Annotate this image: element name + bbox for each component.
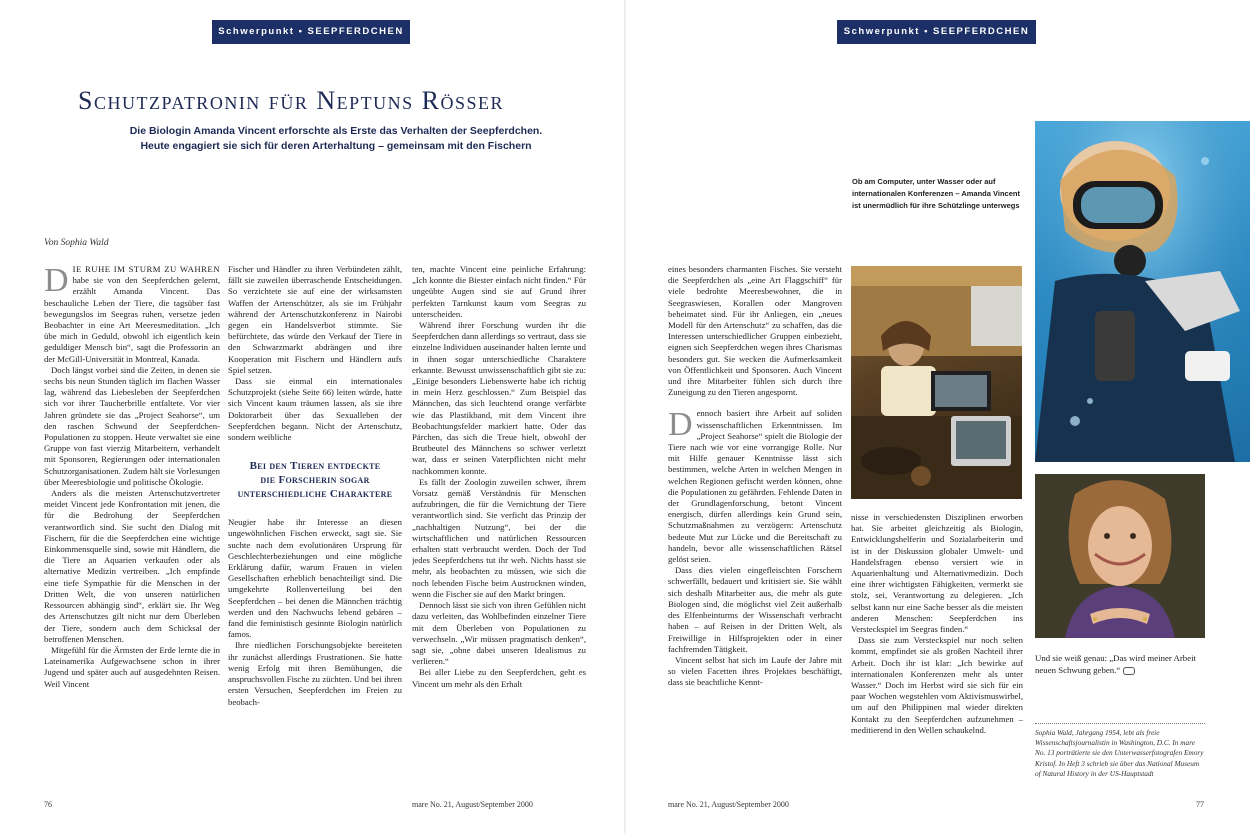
paragraph [44, 264, 220, 365]
pull-quote-line: unterschiedliche Charaktere [237, 488, 393, 501]
paragraph: Mitgefühl für die Ärmsten der Erde lernte die in Lateinamerika Aufgewachsene schon in ihrer Jugend und später auch auf ausgedehnten Reisen. Weil Vincent [44, 644, 220, 689]
drop-cap: D [44, 264, 69, 299]
paragraph: Dass sie einmal ein internationales Schutzprojekt (siehe Seite 66) leiten würde, hatte sich Vincent kaum träumen lassen, als sie ihre Doktorarbeit über das Sexualleben der Seepferdchen begann. Nicht der Artenschutz, sondern weibliche [228, 376, 402, 443]
paragraph [668, 408, 842, 565]
text-column-2 [228, 264, 402, 792]
text-column-3 [412, 264, 586, 792]
paragraph: Bei aller Liebe zu den Seepferdchen, geht es Vincent um mehr als den Erhalt [412, 667, 586, 689]
subline-line-2: Heute engagiert sie sich für deren Arterhaltung – gemeinsam mit den Fischern [140, 140, 532, 152]
text-column-4 [668, 264, 842, 792]
paragraph-text: habe sie von den Seepferdchen gelernt, erzählt Amanda Vincent. Das beschauliche Leben der Tiere, die tagsüber fast bewegungslos im Seegras ruhen, versetze jeden Beobachter in eine Art Meeresmeditation. „Ich übe mich in Geduld, obwohl ich eigentlich kein geduldiger Mensch bin“, sagt die Professorin an der McGill-Universität in Montreal, Kanada. [44, 275, 220, 364]
issue-info-left: mare No. 21, August/September 2000 [412, 800, 533, 809]
section-tag-right: Schwerpunkt • SEEPFERDCHEN [837, 20, 1036, 44]
paragraph: Anders als die meisten Artenschutzvertreter meidet Vincent jede Konfrontation mit jenen, die für die Bedrohung der Seepferdchen verantwortlich sind. Sie sucht den Dialog mit Fischern, für die die Seepferdchen eine wichtige Einkommensquelle sind, sowie mit Händlern, die die Tiere an Aquarien verkaufen oder als alternative Medizin vertreiben. „Ich empfinde eine tiefe Sympathie für die Menschen in der Dritten Welt, die von unseren natürlichen Ressourcen abhängig sind“, erklärt sie. Ihr Weg des Artenschutzes gilt nicht nur dem Überleben der Tiere, sondern auch dem Schicksal der betroffenen Menschen. [44, 488, 220, 644]
page-gutter [624, 0, 626, 833]
paragraph: Während ihrer Forschung wurden ihr die Seepferdchen dann allerdings so vertraut, dass sie einzelne Individuen auseinander halten lernte und in ihnen sogar unterschiedliche Charaktere erkannte. Bewusst unwissenschaftlich gibt sie zu: „Einige besonders Liebenswerte habe ich richtig in mein Herz geschlossen.“ Zum Beispiel das Männchen, das sich leuchtend orange verfärbte wie das Plastikband, mit dem Vincent ihre Beobachtungsfelder markiert hatte. Oder das Pärchen, das sich die Treue hielt, obwohl der Brutbeutel des Männchens so schwer verletzt war, dass er seinen Vaterpflichten nicht mehr nachkommen konnte. [412, 320, 586, 476]
section-tag-left: Schwerpunkt • SEEPFERDCHEN [212, 20, 410, 44]
paragraph: nisse in verschiedensten Disziplinen erworben hat. Sie arbeitet gleichzeitig als Biologin, Entwicklungshelferin und Sozialarbeiterin und ist in der Diskussion globaler Umwelt- und Handelsfragen ebenso versiert wie in Aquarienhaltung und Alternativmedizin. Doch eine ihrer wichtigsten Fähigkeiten, vermerkt sie stolz, sei, Verantwortung zu delegieren. „Ich selbst kann nur eine Sache besser als die meisten anderen Menschen: Seepferdchen ins Versteckspiel im Seegras finden.“ [851, 512, 1023, 635]
paragraph: Fischer und Händler zu ihren Verbündeten zählt, fällt sie zuweilen überraschende Entscheidungen. So verzichtete sie auf eine der wirksamsten Waffen der Artenschützer, als sie im Frühjahr während der Artenschutzkonferenz in Nairobi gegen ein Handelsverbot stimmte. Sie befürchtete, das würde den Verkauf der Tiere in den Schwarzmarkt abdrängen und ihre Kooperation mit Fischern und Händlern aufs Spiel setzen. [228, 264, 402, 375]
diver-illustration [1035, 121, 1250, 462]
closing-sentence: Und sie weiß genau: „Das wird meiner Arbeit neuen Schwung geben.“ [1035, 653, 1196, 675]
end-mark-icon [1123, 667, 1135, 675]
paragraph: Doch längst vorbei sind die Zeiten, in denen sie sechs bis neun Stunden täglich im flachen Wasser lag, während das Liebesleben der Seepferdchen sich vor ihrer Taucherbrille entfaltete. Vor vier Jahren gründete sie das „Project Seahorse“, um den raschen Schwund der Seepferdchen-Populationen zu stoppen. Heute verwaltet sie eine Gruppe von fast vierzig Mitarbeitern, verhandelt mit Sponsoren, Regierungen oder internationalen Schutzorganisationen. Zudem hält sie Vorlesungen über Meeresbiologie und politische Ökologie. [44, 364, 220, 487]
paragraph: Ihre niedlichen Forschungsobjekte bereiteten ihr zunächst allerdings Frustrationen. Sie hatte wenig Erfolg mit ihren Bemühungen, die anspruchsvollen Fische zu züchten. Und bei ihren ersten Versuchen, Seepferdchen im Freien zu beobach- [228, 640, 402, 707]
article-subline [76, 124, 596, 154]
office-photo [851, 266, 1022, 499]
bio-divider [1035, 723, 1205, 724]
portrait-illustration [1035, 474, 1205, 638]
author-bio: Sophia Wald, Jahrgang 1954, lebt als freie Wissenschaftsjournalistin in Washington, D.C. In mare No. 13 porträtierte sie den Unterwasserfotografen Emory Kristof. In Heft 3 schrieb sie über das National Museum of Natural History in der US-Hauptstadt [1035, 728, 1204, 778]
page-number-right: 77 [1196, 800, 1204, 809]
pull-quote-line: Bei den Tieren entdeckte [249, 460, 381, 473]
issue-info-right: mare No. 21, August/September 2000 [668, 800, 789, 809]
paragraph: Es fällt der Zoologin zuweilen schwer, ihrem Vorsatz gemäß Verständnis für Menschen aufzubringen, die für die Vernichtung der Tiere verantwortlich sind. Sie verficht das Prinzip der „nachhaltigen Nutzung“, bei der die wirtschaftlichen und natürlichen Ressourcen erhalten statt verbraucht werden. Doch der Tod jedes Seepferdchens tut ihr weh. Nichts hasst sie mehr, als beobachten zu müssen, wie sich die noch lebenden Fische beim Austrocknen winden, wenn die Fischer sie auf den Markt bringen. [412, 476, 586, 599]
pull-quote-line: die Forscherin sogar [260, 474, 370, 487]
closing-text [1035, 652, 1215, 676]
paragraph: ten, machte Vincent eine peinliche Erfahrung: „Ich konnte die Biester einfach nicht finden.“ Für ungeübte Augen sind sie auf Grund ihrer perfekten Tarnkunst kaum vom Seegras zu unterscheiden. [412, 264, 586, 319]
article-headline: Schutzpatronin für Neptuns Rösser [78, 86, 504, 115]
paragraph-text: ennoch basiert ihre Arbeit auf soliden wissenschaftlichen Erkenntnissen. Im „Project Seahorse“ spielt die Biologie der Tiere nach wie vor eine vorrangige Rolle. Nur mit Hilfe genauer Kenntnisse lässt sich bestimmen, welche Arten in welchen Mengen in welchen Regionen gefischt werden können, ohne die Populationen zu gefährden. Fehlende Daten in der Grundlagenforschung, betont Vincent energisch, dürfen allerdings kein Grund sein, Schutzmaßnahmen zu verzögern: Artenschutz bedeute Mut zur Lücke und die Bereitschaft zu handeln, bevor alle wissenschaftlichen Rätsel gelöst seien. [668, 408, 842, 565]
paragraph: Dass dies vielen eingefleischten Forschern schwerfällt, bedauert und kritisiert sie. Sie wählt sich deshalb Mitarbeiter aus, die mehr als gute Biologen sind, die möglichst viel Zeit außerhalb des Elfenbeinturms der Wissenschaft verbracht haben – auf Reisen in der Dritten Welt, als Freiwillige in Hilfsprojekten oder in einer fachfremden Tätigkeit. [668, 565, 842, 654]
subline-line-1: Die Biologin Amanda Vincent erforschte als Erste das Verhalten der Seepferdchen. [129, 125, 543, 137]
drop-cap: D [668, 406, 693, 444]
pull-quote [228, 459, 402, 501]
byline: Von Sophia Wald [44, 238, 109, 248]
text-column-1 [44, 264, 220, 792]
office-illustration [851, 266, 1022, 499]
photo-caption: Ob am Computer, unter Wasser oder auf internationalen Konferenzen – Amanda Vincent ist unermüdlich für ihre Schützlinge unterwegs [852, 177, 1020, 210]
paragraph: Vincent selbst hat sich im Laufe der Jahre mit so vielen Facetten ihres Projektes beschäftigt, dass sie beachtliche Kennt- [668, 654, 842, 688]
smallcaps-opening: IE RUHE IM STURM ZU WAHREN [72, 264, 220, 274]
portrait-photo [1035, 474, 1205, 638]
paragraph: eines besonders charmanten Fisches. Sie versteht die Seepferdchen als „eine Art Flaggschiff“ für viele bedrohte Meeresbewohner, die in Seegraswiesen, Korallen oder Mangroven beheimatet sind. Für ihr Anliegen, ein „neues Modell für den Artenschutz“ zu schaffen, das die Interessen unterschiedlicher Gruppen einbezieht, eignen sich Seepferdchen wegen ihres Charismas besonders gut. Sie wecken die Aufmerksamkeit von Öffentlichkeit und Sponsoren. Auch Vincent und ihre Mitarbeiter fühlen sich durch ihre Zuneigung zu den Tieren angespornt. [668, 264, 842, 398]
diver-photo [1035, 121, 1250, 462]
paragraph: Dass sie zum Versteckspiel nur noch selten kommt, empfindet sie als großen Nachteil ihrer Arbeit. Doch ihr ist klar: „Ich bewirke auf internationalen Konferenzen mehr als unter Wasser.“ Doch im Herbst wird sie sich für ein paar Wochen wegstehlen vom Aktivismuswirbel, um auf den Philippinen mal wieder direkten Kontakt zu den Seepferdchen aufzunehmen – meditierend in den Wellen schaukelnd. [851, 635, 1023, 735]
text-column-5 [851, 512, 1023, 794]
paragraph: Dennoch lässt sie sich von ihren Gefühlen nicht dazu verleiten, das Wohlbefinden einzelner Tiere mit dem Überleben von Populationen zu verwechseln. „Wir müssen pragmatisch denken“, sagt sie, „ohne dabei unseren Idealismus zu verlieren.“ [412, 600, 586, 667]
paragraph: Neugier habe ihr Interesse an diesen ungewöhnlichen Fischen erweckt, sagt sie. Sie suchte nach dem evolutionären Ursprung für Geschlechterbeziehungen und eine mögliche Erklärung dafür, warum Frauen in vielen Gesellschaften erheblich benachteiligt sind. Die umgekehrte Rollenverteilung bei den Seepferdchen – bei denen die Männchen trächtig werden und den Nachwuchs lebend gebären – fand die feministisch gesinnte Biologin natürlich famos. [228, 517, 402, 640]
page-number-left: 76 [44, 800, 52, 809]
